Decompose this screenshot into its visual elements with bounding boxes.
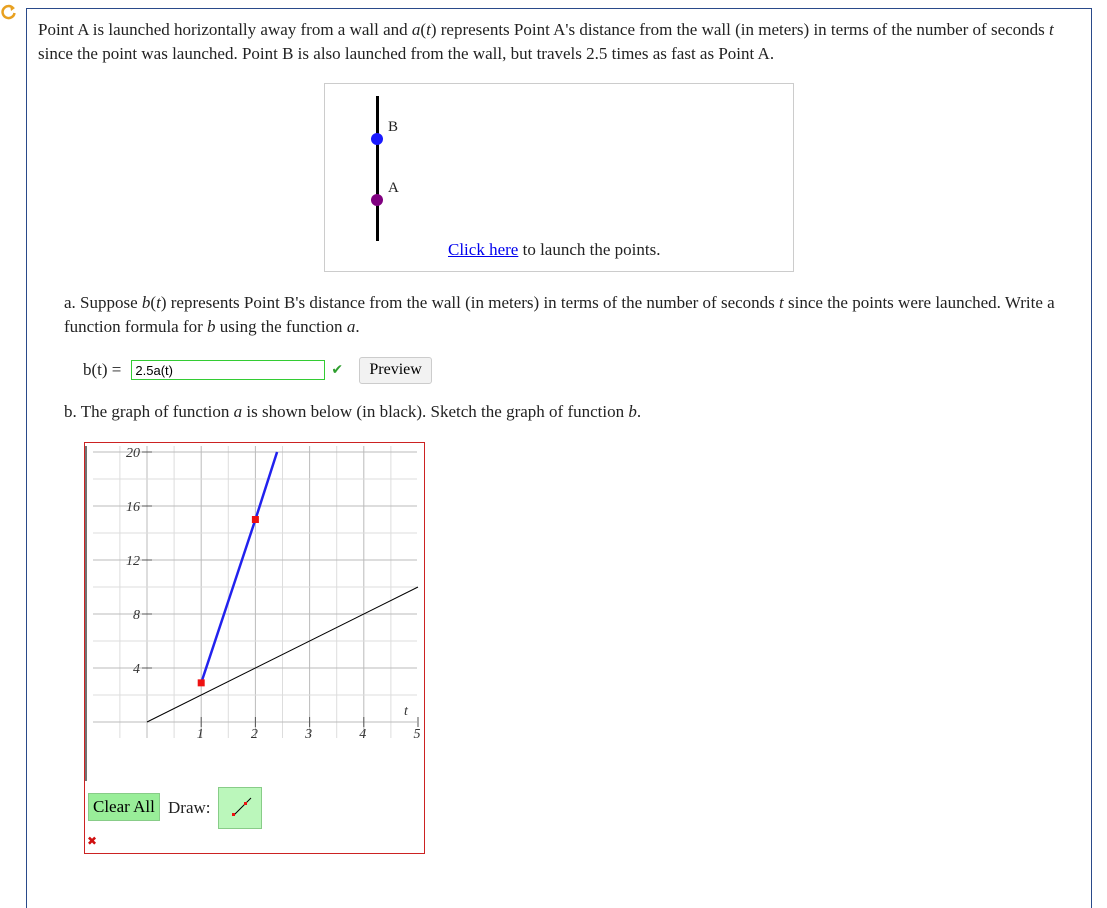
x-tick-label: 5 bbox=[413, 727, 421, 742]
x-tick-label: 4 bbox=[359, 727, 367, 742]
y-tick-label: 20 bbox=[126, 446, 140, 461]
y-tick-label: 16 bbox=[126, 500, 140, 515]
part-b-question: b. The graph of function a is shown below (in black). Sketch the graph of function b. bbox=[64, 402, 642, 421]
control-point bbox=[252, 516, 259, 523]
draw-label: Draw: bbox=[168, 798, 211, 817]
control-point bbox=[198, 679, 205, 686]
draw-line-tool-button[interactable] bbox=[218, 787, 262, 829]
graph-container bbox=[84, 442, 425, 854]
check-icon: ✔ bbox=[331, 362, 344, 378]
point-a-dot bbox=[371, 194, 383, 206]
point-b-dot bbox=[371, 133, 383, 145]
function-b-line bbox=[201, 452, 277, 683]
reload-icon[interactable] bbox=[0, 3, 18, 21]
preview-button[interactable]: Preview bbox=[359, 357, 431, 384]
graph-canvas[interactable] bbox=[85, 443, 424, 783]
wall bbox=[376, 96, 379, 241]
clear-all-button[interactable]: Clear All bbox=[88, 793, 160, 821]
part-a-question: a. Suppose b(t) represents Point B's distance from the wall (in meters) in terms of the number of seconds t since the points were launched. Write a function formula for b using the function a. bbox=[64, 293, 1055, 336]
launch-simulation bbox=[324, 83, 794, 272]
y-tick-label: 4 bbox=[133, 662, 140, 677]
x-tick-label: 1 bbox=[196, 727, 204, 742]
launch-link[interactable]: Click here bbox=[448, 240, 519, 259]
y-tick-label: 12 bbox=[126, 554, 140, 569]
line-tool-icon bbox=[219, 788, 261, 828]
x-tick-label: 2 bbox=[250, 727, 258, 742]
problem-intro: Point A is launched horizontally away from a wall and a(t) represents Point A's distance from the wall (in meters) in terms of the number of seconds t since the point was launched. Point B is also launched from the wall, but travels 2.5 times as fast as Point A. bbox=[38, 20, 1054, 63]
x-tick-label: 3 bbox=[305, 727, 313, 742]
answer-input[interactable] bbox=[131, 360, 325, 380]
launch-instruction: Click here to launch the points. bbox=[448, 240, 661, 259]
x-icon: ✖ bbox=[87, 834, 98, 848]
point-a-label: A bbox=[388, 180, 399, 196]
y-tick-label: 8 bbox=[133, 608, 140, 623]
answer-label: b(t) = bbox=[83, 360, 122, 379]
point-b-label: B bbox=[388, 119, 399, 135]
answer-row bbox=[83, 357, 432, 383]
x-axis-label: t bbox=[404, 704, 408, 719]
